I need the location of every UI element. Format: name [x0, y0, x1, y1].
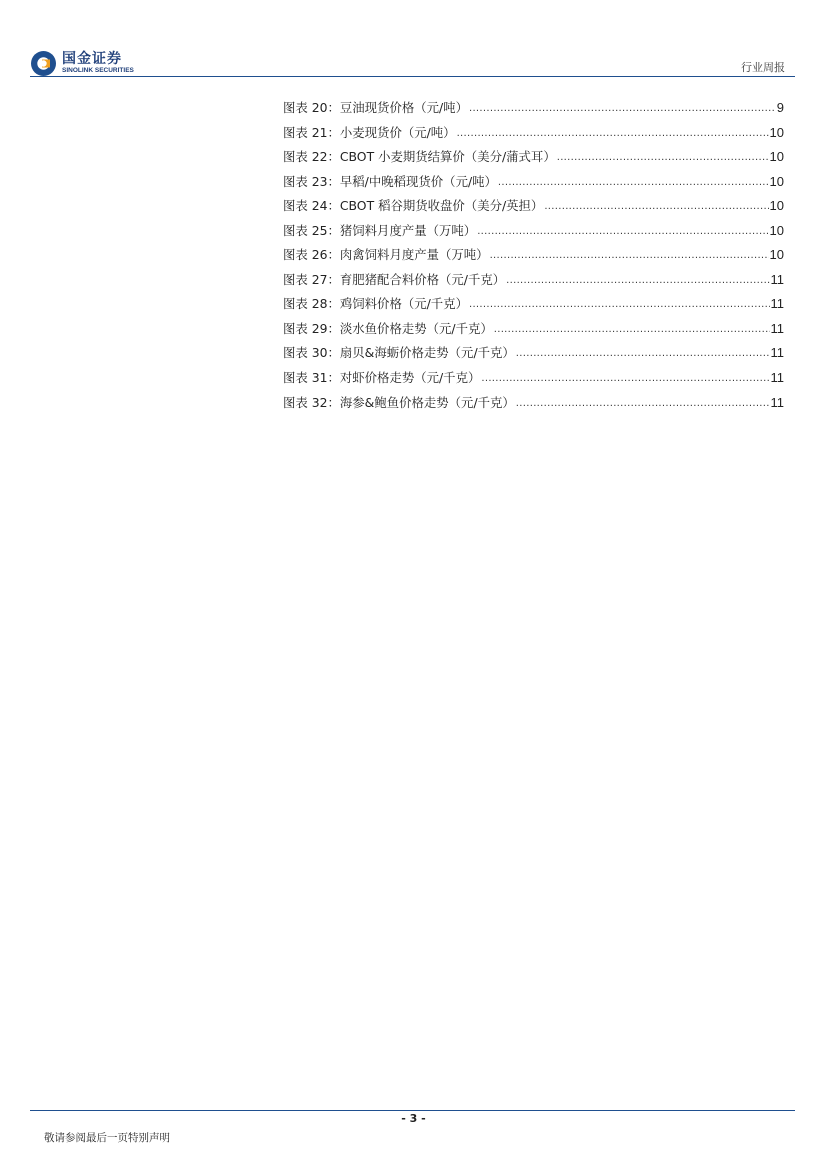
sinolink-logo-icon — [30, 50, 57, 77]
toc-dot-leader — [490, 246, 769, 266]
toc-dot-leader — [481, 369, 769, 389]
toc-entry[interactable] — [283, 246, 784, 271]
disclaimer-text: 敬请参阅最后一页特别声明 — [44, 1132, 170, 1144]
toc-entry-page: 10 — [769, 173, 784, 189]
toc-entry[interactable] — [283, 173, 784, 198]
toc-entry-title: 图表 29：淡水鱼价格走势（元/千克） — [283, 320, 493, 336]
toc-entry-title: 图表 32：海参&鲍鱼价格走势（元/千克） — [283, 394, 515, 410]
logo-english-name: SINOLINK SECURITIES — [62, 66, 134, 74]
toc-dot-leader — [557, 148, 769, 168]
toc-entry-title: 图表 22：CBOT 小麦期货结算价（美分/蒲式耳） — [283, 149, 556, 165]
toc-entry-page: 11 — [770, 271, 784, 287]
toc-entry-title: 图表 24：CBOT 稻谷期货收盘价（美分/英担） — [283, 198, 544, 214]
toc-entry-title: 图表 20：豆油现货价格（元/吨） — [283, 100, 468, 115]
toc-entry-title: 图表 30：扇贝&海蛎价格走势（元/千克） — [283, 345, 515, 361]
toc-entry[interactable] — [283, 271, 784, 296]
toc-entry-page: 11 — [770, 370, 784, 386]
toc-entry-page: 11 — [770, 345, 784, 361]
figure-list — [283, 99, 784, 418]
toc-dot-leader — [506, 271, 769, 291]
toc-dot-leader — [477, 222, 768, 242]
toc-entry-page: 10 — [769, 149, 784, 165]
toc-dot-leader — [469, 295, 770, 315]
header-divider — [30, 76, 795, 77]
toc-entry[interactable] — [283, 320, 784, 345]
toc-dot-leader — [457, 124, 769, 144]
toc-entry-page: 11 — [770, 394, 784, 410]
toc-entry-page: 11 — [770, 320, 784, 336]
toc-dot-leader — [516, 344, 770, 364]
toc-entry-title: 图表 26：肉禽饲料月度产量（万吨） — [283, 247, 489, 263]
toc-dot-leader — [469, 99, 776, 119]
toc-entry[interactable] — [283, 148, 784, 173]
toc-entry-page: 10 — [769, 198, 784, 214]
footer-divider — [30, 1110, 795, 1111]
toc-dot-leader — [498, 173, 769, 193]
toc-entry-page: 10 — [769, 247, 784, 263]
toc-entry[interactable] — [283, 197, 784, 222]
toc-entry-page: 9 — [776, 100, 784, 115]
toc-entry[interactable] — [283, 222, 784, 247]
toc-entry-title: 图表 28：鸡饲料价格（元/千克） — [283, 296, 468, 312]
toc-entry-title: 图表 27：育肥猪配合料价格（元/千克） — [283, 271, 506, 287]
toc-entry-title: 图表 31：对虾价格走势（元/千克） — [283, 370, 481, 386]
toc-dot-leader — [516, 394, 770, 414]
toc-entry[interactable] — [283, 369, 784, 394]
toc-entry-page: 11 — [770, 296, 784, 312]
toc-entry-title: 图表 25：猪饲料月度产量（万吨） — [283, 222, 477, 238]
toc-entry[interactable] — [283, 295, 784, 320]
logo-chinese-name: 国金证券 — [62, 50, 122, 67]
toc-entry-page: 10 — [769, 124, 784, 140]
toc-entry[interactable] — [283, 99, 784, 124]
toc-entry-title: 图表 23：早稻/中晚稻现货价（元/吨） — [283, 173, 497, 189]
toc-entry-title: 图表 21：小麦现货价（元/吨） — [283, 124, 456, 140]
toc-entry[interactable] — [283, 124, 784, 149]
report-type-label: 行业周报 — [741, 61, 785, 74]
toc-entry-page: 10 — [769, 222, 784, 238]
page-number: - 3 - — [401, 1112, 426, 1125]
toc-dot-leader — [494, 320, 770, 340]
page-header — [0, 0, 827, 80]
toc-dot-leader — [544, 197, 768, 217]
company-logo — [30, 48, 134, 78]
toc-entry[interactable] — [283, 344, 784, 369]
toc-entry[interactable] — [283, 394, 784, 419]
